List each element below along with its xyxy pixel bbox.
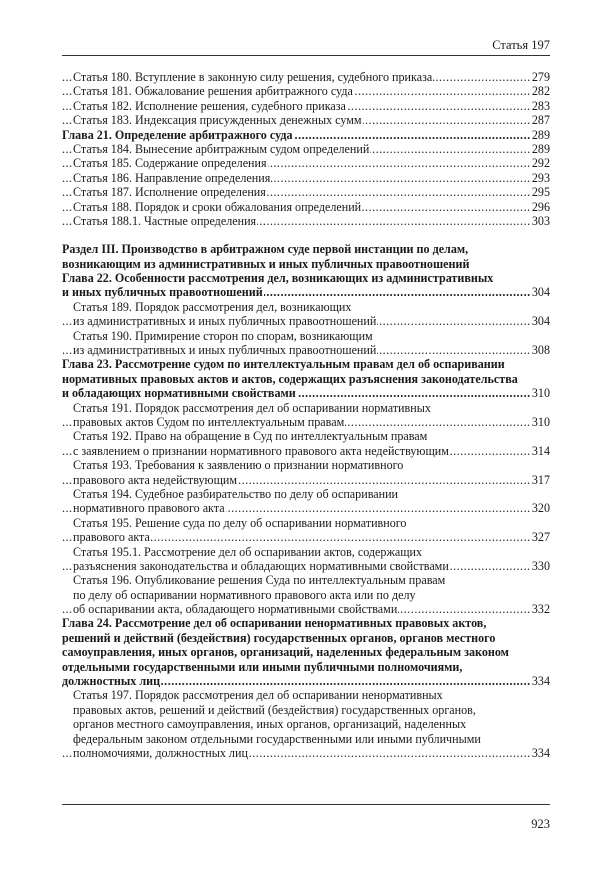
toc-entry-line [62,703,550,717]
toc-entry-text: Статья 192. Право на обращение в Суд по интеллектуальным правам [73,429,428,444]
toc-entry-line [62,113,550,127]
section-gap [62,228,550,242]
running-title: Статья 197 [492,38,550,52]
toc-heading-line [62,128,550,142]
toc-entry-text: нормативных правовых актов и актов, содержащих разъяснения законодательства [62,371,518,386]
toc-entry-line [62,487,550,501]
toc-entry-line [62,415,550,429]
toc-page-number: 320 [531,501,550,516]
toc-entry-line [62,99,550,113]
toc-page-number: 296 [531,199,550,214]
toc-page-number: 292 [531,156,550,171]
toc-entry-line [62,501,550,515]
toc-entry-text: с заявлением о признании нормативного правового акта недействующим [73,443,449,458]
toc-page-number: 283 [531,98,550,113]
toc-entry-text: из административных и иных публичных правоотношений [73,314,377,329]
toc-entry-text: федеральным законом отдельными государственными или иными публичными [73,731,481,746]
toc-entry-text: правового акта [73,530,150,545]
toc-entry-text: Статья 186. Направление определения [73,170,271,185]
toc-entry-text: Статья 189. Порядок рассмотрения дел, возникающих [73,299,352,314]
toc-entry-text: правовых актов Судом по интеллектуальным правам [73,414,345,429]
toc-heading-line [62,372,550,386]
toc-entry-line [62,473,550,487]
running-header [62,30,550,56]
toc-entry-text: разъяснения законодательства и обладающих нормативными свойствами [73,558,449,573]
toc-entry-text: должностных лиц [62,674,161,689]
toc-entry-line [62,573,550,587]
toc-entry-line [62,343,550,357]
toc-entry-line [62,444,550,458]
toc-page-number: 334 [531,674,550,689]
toc-page-number: 279 [531,70,550,84]
toc-entry-text: Статья 193. Требования к заявлению о признании нормативного [73,458,404,473]
toc-entry-text: Статья 183. Индексация присужденных денежных сумм [73,113,362,128]
toc-entry-line [62,588,550,602]
toc-entry-line [62,300,550,314]
toc-page-number: 327 [531,530,550,545]
toc-page-number: 314 [531,443,550,458]
toc-entry-text: решений и действий (бездействия) государственных органов, органов местного [62,630,496,645]
toc-entry-text: Статья 196. Опубликование решения Суда по интеллектуальным правам [73,573,446,588]
toc-entry-text: Статья 190. Примирение сторон по спорам, возникающим [73,328,373,343]
toc-heading-line [62,616,550,630]
toc-heading-line [62,357,550,371]
toc-entry-line [62,200,550,214]
toc-entry-line [62,70,550,84]
toc-heading-line [62,285,550,299]
toc-entry-line [62,559,550,573]
table-of-contents [62,70,550,760]
toc-entry-line [62,429,550,443]
toc-page-number: 334 [531,745,550,760]
toc-entry-line [62,185,550,199]
toc-entry-text: Статья 197. Порядок рассмотрения дел об оспаривании ненормативных [73,688,443,703]
bottom-rule [62,804,550,805]
toc-entry-line [62,142,550,156]
toc-page-number: 308 [531,343,550,358]
toc-entry-text: Глава 21. Определение арбитражного суда [62,127,293,142]
toc-page-number: 287 [531,113,550,128]
toc-entry-line [62,732,550,746]
toc-entry-text: правового акта недействующим [73,472,238,487]
toc-page-number: 310 [531,386,550,401]
toc-entry-line [62,545,550,559]
toc-entry-text: Раздел III. Производство в арбитражном суде первой инстанции по делам, [62,242,469,257]
toc-page-number: 304 [531,285,550,300]
toc-entry-text: Глава 22. Особенности рассмотрения дел, возникающих из административных [62,271,494,286]
toc-entry-line [62,717,550,731]
toc-entry-text: Статья 195.1. Рассмотрение дел об оспаривании актов, содержащих [73,544,423,559]
toc-entry-text: Статья 181. Обжалование решения арбитражного суда [73,84,353,99]
toc-page-number: 304 [531,314,550,329]
toc-entry-text: и обладающих нормативными свойствами [62,386,296,401]
toc-entry-line [62,516,550,530]
toc-entry-text: и иных публичных правоотношений [62,285,263,300]
toc-entry-text: нормативного правового акта [73,501,225,516]
toc-entry-text: отдельными государственными или иными публичными полномочиями, [62,659,463,674]
toc-entry-text: об оспаривании акта, обладающего нормативными свойствами [73,602,398,617]
toc-entry-text: Статья 182. Исполнение решения, судебного приказа [73,98,346,113]
toc-entry-line [62,156,550,170]
toc-page-number: 289 [531,141,550,156]
toc-entry-line [62,602,550,616]
toc-entry-text: Статья 180. Вступление в законную силу решения, судебного приказа [73,70,433,84]
toc-entry-text: Статья 187. Исполнение определения [73,185,266,200]
toc-entry-text: Глава 24. Рассмотрение дел об оспаривании ненормативных правовых актов, [62,616,487,631]
toc-entry-line [62,329,550,343]
toc-heading-line [62,674,550,688]
toc-heading-line [62,631,550,645]
page-number: 923 [531,817,550,831]
toc-entry-text: Статья 191. Порядок рассмотрения дел об оспаривании нормативных [73,400,431,415]
toc-page-number: 289 [531,127,550,142]
toc-page-number: 332 [531,602,550,617]
toc-entry-text: по делу об оспаривании нормативного правового акта или по делу [73,587,416,602]
toc-entry-text: Глава 23. Рассмотрение судом по интеллектуальным правам дел об оспаривании [62,357,505,372]
toc-entry-text: из административных и иных публичных правоотношений [73,343,377,358]
toc-entry-line [62,401,550,415]
toc-entry-text: возникающим из административных и иных публичных правоотношений [62,256,470,271]
toc-entry-text: органов местного самоуправления, иных органов, организаций, наделенных [73,717,467,732]
toc-page-number: 310 [531,414,550,429]
toc-entry-text: правовых актов, решений и действий (бездействия) государственных органов, [73,702,476,717]
toc-heading-line [62,242,550,256]
toc-entry-line [62,746,550,760]
toc-entry-line [62,214,550,228]
toc-entry-line [62,458,550,472]
toc-entry-text: Статья 194. Судебное разбирательство по делу об оспаривании [73,486,399,501]
toc-page-number: 293 [531,170,550,185]
toc-entry-text: Статья 188. Порядок и сроки обжалования определений [73,199,362,214]
toc-entry-line [62,314,550,328]
toc-heading-line [62,257,550,271]
toc-entry-text: Статья 184. Вынесение арбитражным судом определений [73,141,370,156]
toc-entry-line [62,171,550,185]
toc-entry-line [62,530,550,544]
toc-page-number: 317 [531,472,550,487]
toc-page-number: 295 [531,185,550,200]
toc-page-number: 282 [531,84,550,99]
toc-entry-text: Статья 195. Решение суда по делу об оспаривании нормативного [73,515,407,530]
toc-entry-text: полномочиями, должностных лиц [73,745,248,760]
toc-entry-text: Статья 188.1. Частные определения [73,213,257,228]
toc-heading-line [62,271,550,285]
toc-heading-line [62,386,550,400]
toc-heading-line [62,660,550,674]
toc-entry-line [62,84,550,98]
toc-heading-line [62,645,550,659]
toc-page-number: 303 [531,213,550,228]
toc-page-number: 330 [531,558,550,573]
toc-entry-line [62,688,550,702]
toc-entry-text: Статья 185. Содержание определения [73,156,267,171]
toc-entry-text: самоуправления, иных органов, организаций, наделенных федеральным законом [62,645,509,660]
